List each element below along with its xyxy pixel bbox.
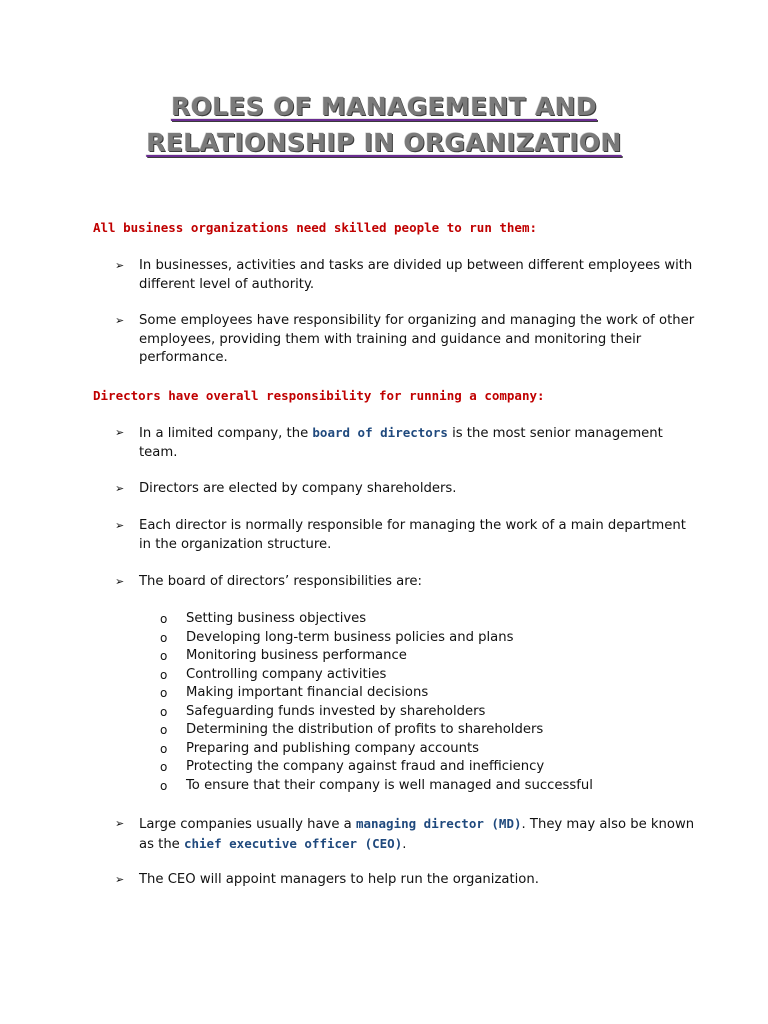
list-item <box>160 629 680 648</box>
bullet-item <box>115 573 695 592</box>
circle-bullet-icon: o <box>160 649 168 663</box>
list-item <box>160 666 680 685</box>
circle-bullet-icon: o <box>160 778 168 793</box>
list-item-text: Monitoring business performance <box>186 648 407 663</box>
bullet-text-part: Large companies usually have a <box>139 817 356 832</box>
bullet-item <box>115 480 695 499</box>
list-item <box>160 703 680 722</box>
bullet-text-part: is the most senior management team. <box>139 426 663 460</box>
arrow-bullet-icon: ➢ <box>115 426 125 439</box>
list-item-text: Setting business objectives <box>186 611 367 626</box>
bullet-text <box>139 424 695 462</box>
bullet-item <box>115 424 695 462</box>
list-item <box>160 740 680 759</box>
circle-bullet-icon: o <box>160 630 168 645</box>
list-item <box>160 758 680 777</box>
bullet-text: Directors are elected by company shareholders. <box>139 481 457 496</box>
bullet-text-part: . <box>402 836 407 852</box>
bullet-text: Each director is normally responsible for managing the work of a main department in the organization structure. <box>139 518 686 552</box>
circle-bullet-icon: o <box>160 741 168 756</box>
circle-bullet-icon: o <box>160 704 168 719</box>
circle-bullet-icon: o <box>160 667 168 682</box>
circle-bullet-icon: o <box>160 723 168 737</box>
list-item-text: Protecting the company against fraud and inefficiency <box>186 759 545 774</box>
list-item-text: Safeguarding funds invested by shareholders <box>186 703 486 719</box>
list-item <box>160 647 680 666</box>
document-title-line-2: RELATIONSHIP IN ORGANIZATION <box>146 128 622 157</box>
highlight-managing-director: managing director (MD) <box>355 816 522 831</box>
arrow-bullet-icon: ➢ <box>115 259 125 272</box>
highlight-chief-executive-officer: chief executive officer (CEO) <box>183 835 403 851</box>
list-item <box>160 777 680 796</box>
bullet-text: The CEO will appoint managers to help run the organization. <box>139 872 539 887</box>
bullet-text <box>139 815 695 854</box>
section-heading-directors: Directors have overall responsibility for running a company: <box>93 388 545 403</box>
arrow-bullet-icon: ➢ <box>115 817 125 830</box>
bullet-item <box>115 871 695 890</box>
section-heading-skilled-people: All business organizations need skilled people to run them: <box>93 220 538 235</box>
document-title-line-1: ROLES OF MANAGEMENT AND <box>171 92 597 121</box>
bullet-item <box>115 312 695 368</box>
circle-bullet-icon: o <box>160 612 168 626</box>
list-item-text: Developing long-term business policies and plans <box>186 629 514 645</box>
bullet-item <box>115 517 695 554</box>
bullet-text-part: In a limited company, the <box>139 426 313 441</box>
list-item-text: Preparing and publishing company accounts <box>186 740 480 756</box>
list-item-text: To ensure that their company is well managed and successful <box>186 777 593 793</box>
list-item <box>160 610 680 629</box>
arrow-bullet-icon: ➢ <box>115 519 125 532</box>
bullet-item <box>115 815 695 854</box>
list-item <box>160 684 680 703</box>
arrow-bullet-icon: ➢ <box>115 482 125 495</box>
bullet-text-part: . They may also be known as the <box>139 817 695 852</box>
responsibilities-list <box>160 610 680 795</box>
bullet-text: In businesses, activities and tasks are divided up between different employees with different level of authority. <box>139 258 693 292</box>
bullet-item <box>115 257 695 294</box>
arrow-bullet-icon: ➢ <box>115 873 125 886</box>
bullet-text: The board of directors’ responsibilities are: <box>139 574 422 589</box>
highlight-board-of-directors: board of directors <box>312 425 448 440</box>
circle-bullet-icon: o <box>160 686 168 700</box>
list-item-text: Making important financial decisions <box>186 685 429 700</box>
arrow-bullet-icon: ➢ <box>115 575 125 588</box>
circle-bullet-icon: o <box>160 760 168 774</box>
list-item-text: Controlling company activities <box>186 666 387 682</box>
list-item-text: Determining the distribution of profits to shareholders <box>186 722 544 737</box>
list-item <box>160 721 680 740</box>
bullet-text: Some employees have responsibility for organizing and managing the work of other employees, providing them with training and guidance and monitoring their performance. <box>139 313 695 365</box>
arrow-bullet-icon: ➢ <box>115 314 125 327</box>
